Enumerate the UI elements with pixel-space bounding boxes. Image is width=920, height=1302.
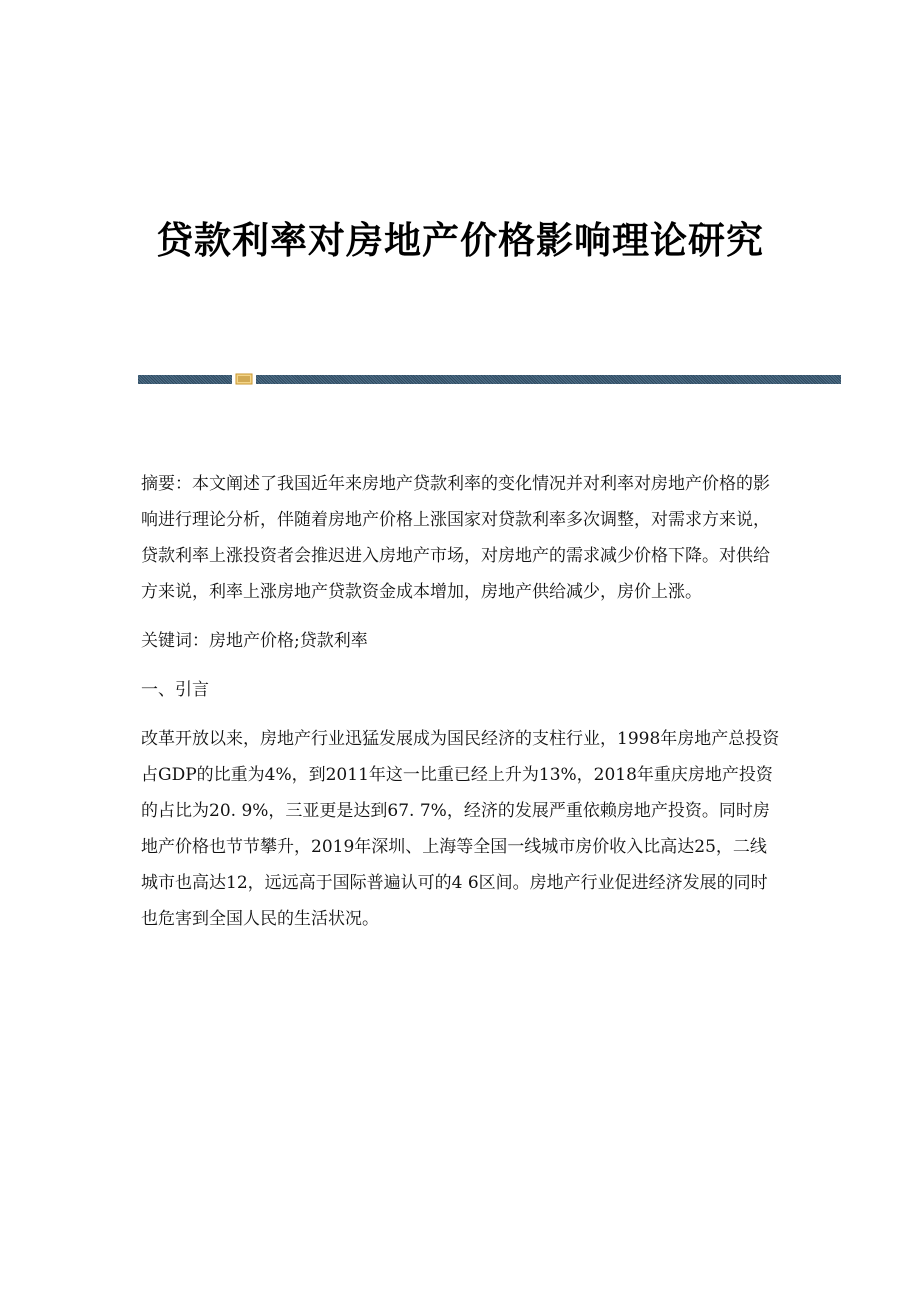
section-heading: 一、引言 [141,680,209,700]
document-title: 贷款利率对房地产价格影响理论研究 [156,218,764,262]
divider-ornament-icon [235,373,253,385]
intro-paragraph: 改革开放以来，房地产行业迅猛发展成为国民经济的支柱行业，1998年房地产总投资占GDP的比重为4%，到2011年这一比重已经上升为13%，2018年重庆房地产投资的占比为20. 9%，三亚更是达到67. 7%，经济的发展严重依赖房地产投资。同时房地产价格也节节攀升，2019年深圳、上海等全国一线城市房价收入比高达25，二线城市也高达12，远远高于国际普遍认可的4 6区间。房地产行业促进经济发展的同时也危害到全国人民的生活状况。 [141,729,780,929]
title-divider-left [138,375,232,384]
abstract-paragraph: 摘要：本文阐述了我国近年来房地产贷款利率的变化情况并对利率对房地产价格的影响进行理论分析，伴随着房地产价格上涨国家对贷款利率多次调整，对需求方来说，贷款利率上涨投资者会推迟进入房地产市场，对房地产的需求减少价格下降。对供给方来说，利率上涨房地产贷款资金成本增加，房地产供给减少，房价上涨。 [141,474,770,602]
keywords-line: 关键词：房地产价格;贷款利率 [141,631,368,651]
title-divider-right [256,375,841,384]
document-body [141,466,781,937]
